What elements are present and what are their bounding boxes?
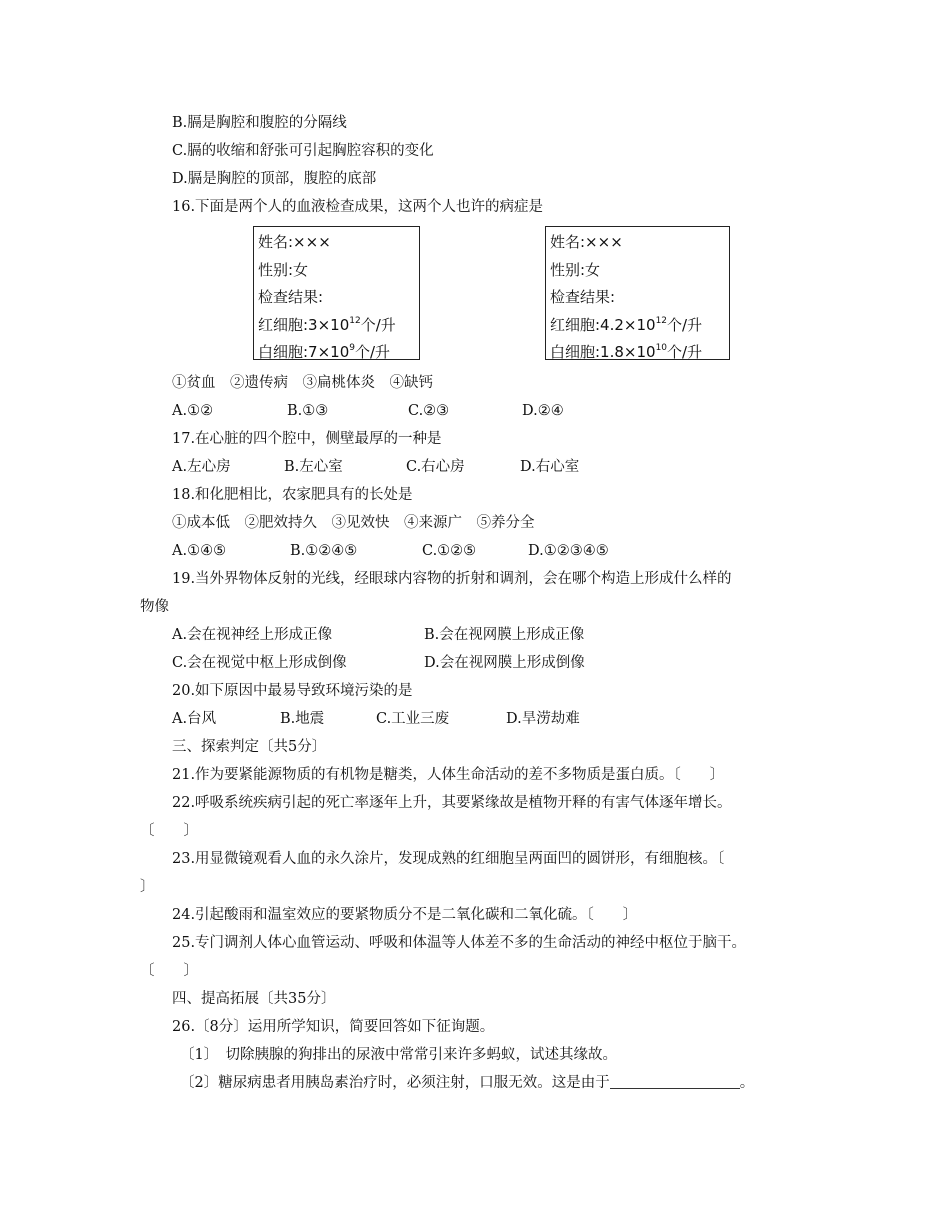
answer-blank[interactable]: [610, 1074, 740, 1089]
q20-option-a: A.台风: [172, 711, 217, 727]
q19-option-a: A.会在视神经上形成正像: [172, 627, 333, 643]
box1-wbc: 白细胞$:7\times 10^9$个/升: [258, 343, 391, 361]
q26-sub2: [180, 1073, 754, 1093]
q26-sub1: 〔1〕 切除胰腺的狗排出的尿液中常常引来许多蚂蚁，试述其缘故。: [180, 1047, 617, 1063]
q18-option-b: B.①②④⑤: [290, 543, 358, 559]
q17-stem: 17.在心脏的四个腔中，侧壁最厚的一种是: [172, 431, 442, 447]
q19-stem-line2: 物像: [140, 599, 169, 615]
q26-sub2-text: 〔2〕糖尿病患者用胰岛素治疗时，必须注射，口服无效。这是由于: [180, 1075, 610, 1091]
box2-name: 姓名:×××: [550, 233, 623, 251]
q15-option-d: D.膈是胸腔的顶部，腹腔的底部: [172, 171, 377, 187]
blood-test-box-2: [545, 226, 730, 360]
box1-sex: 性别:女: [258, 260, 309, 279]
q16-items: ①贫血 ②遗传病 ③扁桃体炎 ④缺钙: [172, 375, 433, 391]
q22-line2: 〔 〕: [140, 823, 198, 839]
q16-option-c: C.②③: [408, 403, 450, 419]
q25-line1: 25.专门调剂人体心血管运动、呼吸和体温等人体差不多的生命活动的神经中枢位于脑干。: [172, 935, 747, 951]
q19-stem-line1: 19.当外界物体反射的光线，经眼球内容物的折射和调剂，会在哪个构造上形成什么样的: [172, 571, 732, 587]
q21: 21.作为要紧能源物质的有机物是糖类，人体生命活动的差不多物质是蛋白质。〔 〕: [172, 767, 725, 783]
q26-stem: 26.〔8分〕运用所学知识，简要回答如下征询题。: [172, 1019, 495, 1035]
q19-option-d: D.会在视网膜上形成倒像: [424, 655, 585, 671]
q18-items: ①成本低 ②肥效持久 ③见效快 ④来源广 ⑤养分全: [172, 515, 535, 531]
q23-line1: 23.用显微镜观看人血的永久涂片，发现成熟的红细胞呈两面凹的圆饼形，有细胞核。〔: [172, 851, 725, 867]
q20-option-b: B.地震: [280, 711, 325, 727]
q19-option-b: B.会在视网膜上形成正像: [424, 627, 585, 643]
q18-option-c: C.①②⑤: [422, 543, 477, 559]
box2-result: 检查结果:: [550, 288, 616, 306]
q22-line1: 22.呼吸系统疾病引起的死亡率逐年上升，其要紧缘故是植物开释的有害气体逐年增长。: [172, 795, 732, 811]
q18-stem: 18.和化肥相比，农家肥具有的长处是: [172, 487, 413, 503]
q25-line2: 〔 〕: [140, 963, 198, 979]
q17-option-a: A.左心房: [172, 459, 231, 475]
q16-stem: 16.下面是两个人的血液检查成果，这两个人也许的病症是: [172, 199, 544, 215]
q20-option-d: D.旱涝劫难: [506, 711, 580, 727]
q18-option-a: A.①④⑤: [172, 543, 227, 559]
box2-wbc: 白细胞$:1.8\times 10^{10}$个/升: [550, 343, 703, 361]
box1-result: 检查结果:: [258, 288, 324, 306]
q16-option-d: D.②④: [522, 403, 564, 419]
q17-option-c: C.右心房: [406, 459, 465, 475]
q19-option-c: C.会在视觉中枢上形成倒像: [172, 655, 347, 671]
q26-sub2-end: 。: [739, 1075, 755, 1091]
q17-option-b: B.左心室: [284, 459, 343, 475]
q16-option-a: A.①②: [172, 403, 214, 419]
q16-option-b: B.①③: [287, 403, 329, 419]
box2-rbc: 红细胞$:4.2\times 10^{12}$个/升: [550, 315, 703, 334]
q15-option-b: B.膈是胸腔和腹腔的分隔线: [172, 115, 347, 131]
blood-test-box-1: [253, 226, 420, 360]
q20-stem: 20.如下原因中最易导致环境污染的是: [172, 683, 413, 699]
q23-line2: 〕: [140, 879, 155, 895]
q17-option-d: D.右心室: [520, 459, 580, 475]
q15-option-c: C.膈的收缩和舒张可引起胸腔容积的变化: [172, 143, 434, 159]
section-3-heading: 三、探索判定〔共5分〕: [172, 739, 327, 755]
box1-name: 姓名:×××: [258, 233, 331, 251]
box2-sex: 性别:女: [550, 260, 601, 279]
q24: 24.引起酸雨和温室效应的要紧物质分不是二氧化碳和二氧化硫。〔 〕: [172, 907, 638, 923]
box1-rbc: 红细胞$:3\times 10^{12}$个/升: [258, 315, 396, 334]
section-4-heading: 四、提高拓展〔共35分〕: [172, 991, 336, 1007]
q20-option-c: C.工业三废: [376, 711, 450, 727]
q18-option-d: D.①②③④⑤: [528, 543, 609, 559]
